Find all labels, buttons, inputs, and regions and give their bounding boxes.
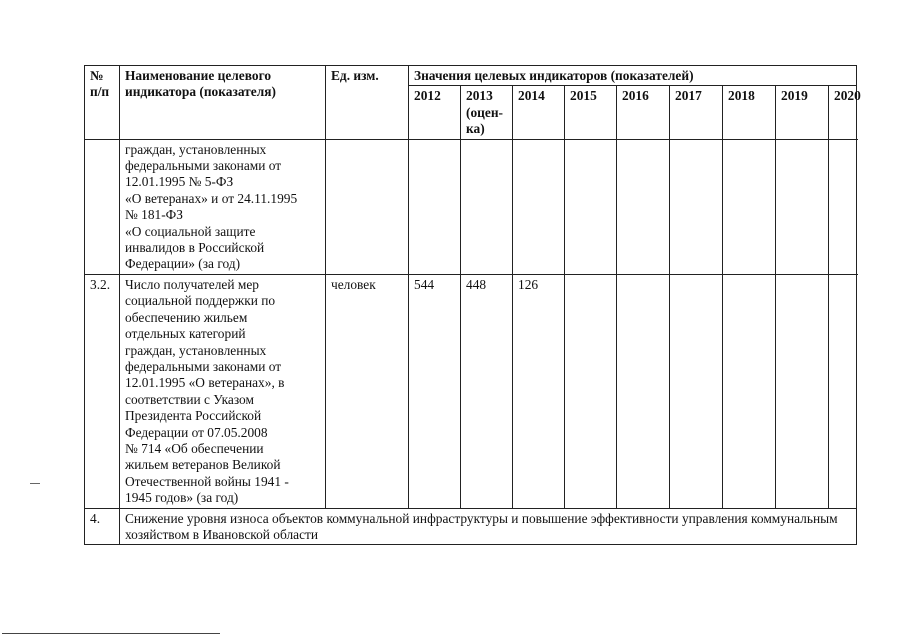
row-value: 544 bbox=[409, 274, 461, 508]
row-indicator-name: Число получателей мер социальной поддержки по обеспечению жильем отдельных категорий граждан, установленных федеральными законами от 12.01.1995 «О ветеранах», в соответствии с Указом Президента Российской Федерации от 07.05.2008 № 714 «Об обеспечении жильем ветеранов Великой Отечественной войны 1941 - 1945 годов» (за год) bbox=[120, 274, 326, 508]
indicators-table bbox=[84, 65, 861, 545]
row-value bbox=[409, 139, 461, 274]
row-value bbox=[617, 139, 670, 274]
header-unit: Ед. изм. bbox=[326, 66, 409, 140]
row-num: 3.2. bbox=[85, 274, 120, 508]
row-value bbox=[461, 139, 513, 274]
row-value bbox=[565, 274, 617, 508]
table-row bbox=[85, 274, 857, 508]
section-num: 4. bbox=[85, 508, 120, 545]
row-value bbox=[617, 274, 670, 508]
header-values-group: Значения целевых индикаторов (показателей) bbox=[409, 66, 857, 86]
row-value bbox=[670, 139, 723, 274]
table-row bbox=[85, 139, 857, 274]
row-value bbox=[776, 139, 829, 274]
row-value bbox=[723, 274, 776, 508]
row-value bbox=[513, 139, 565, 274]
header-year: 2019 bbox=[776, 86, 829, 139]
row-value bbox=[776, 274, 829, 508]
header-row-1 bbox=[85, 66, 857, 86]
header-num: № п/п bbox=[85, 66, 120, 140]
header-year: 2020 bbox=[829, 86, 857, 139]
header-year: 2017 bbox=[670, 86, 723, 139]
header-year: 2013 (оцен- ка) bbox=[461, 86, 513, 139]
row-num bbox=[85, 139, 120, 274]
row-value bbox=[723, 139, 776, 274]
row-unit: человек bbox=[326, 274, 409, 508]
row-value bbox=[670, 274, 723, 508]
row-unit bbox=[326, 139, 409, 274]
header-indicator-name: Наименование целевого индикатора (показателя) bbox=[120, 66, 326, 140]
header-year: 2015 bbox=[565, 86, 617, 139]
footnote-separator-line bbox=[2, 633, 220, 634]
header-year: 2014 bbox=[513, 86, 565, 139]
row-value bbox=[565, 139, 617, 274]
scan-artifact-mark bbox=[30, 483, 40, 484]
row-indicator-name: граждан, установленных федеральными законами от 12.01.1995 № 5-ФЗ «О ветеранах» и от 24.11.1995 № 181-ФЗ «О социальной защите инвалидов в Российской Федерации» (за год) bbox=[120, 139, 326, 274]
section-text: Снижение уровня износа объектов коммунальной инфраструктуры и повышение эффективности управления коммунальным хозяйством в Ивановской области bbox=[120, 508, 857, 545]
header-year: 2018 bbox=[723, 86, 776, 139]
row-value bbox=[829, 274, 857, 508]
header-year: 2012 bbox=[409, 86, 461, 139]
row-value bbox=[829, 139, 857, 274]
section-row bbox=[85, 508, 857, 545]
header-year: 2016 bbox=[617, 86, 670, 139]
row-value: 448 bbox=[461, 274, 513, 508]
row-value: 126 bbox=[513, 274, 565, 508]
